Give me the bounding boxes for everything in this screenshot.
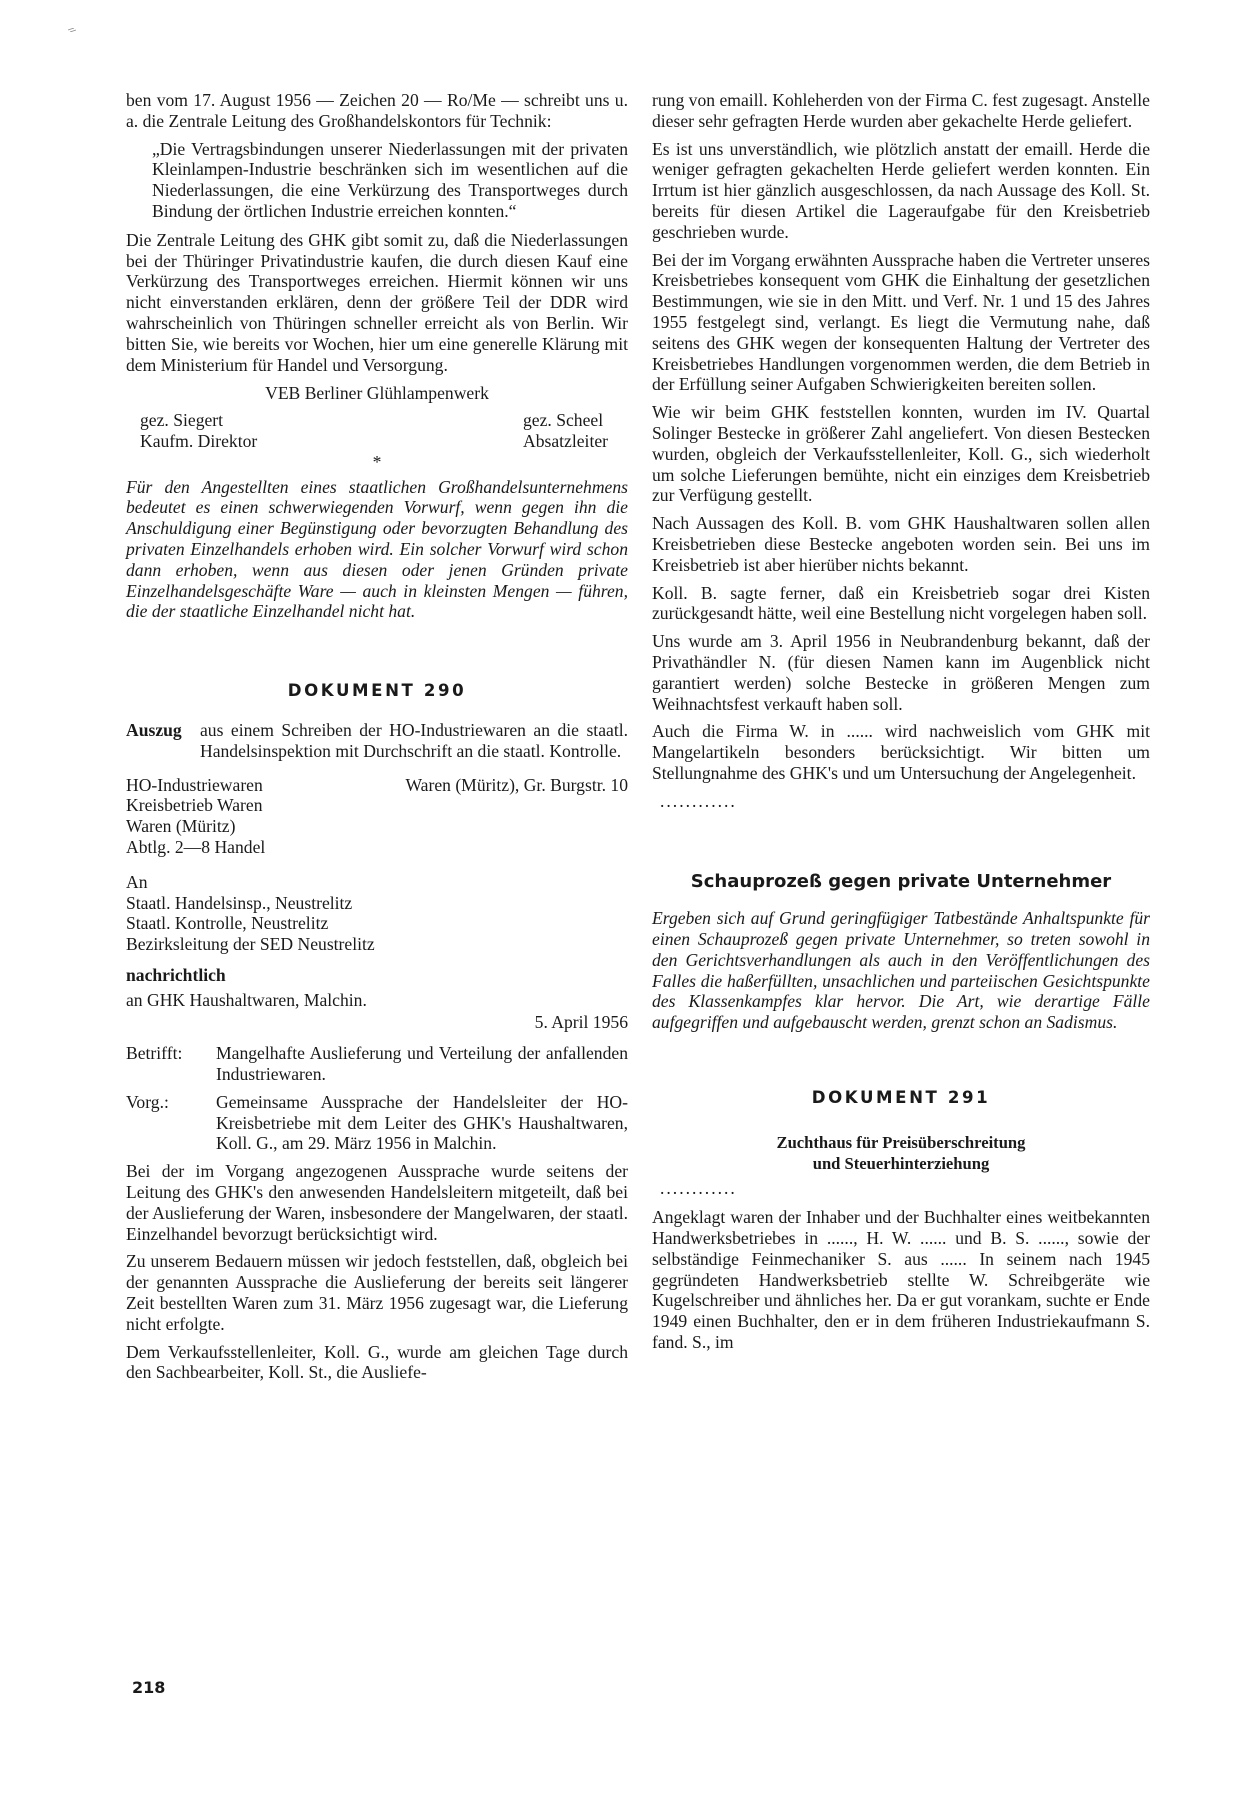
recipient-line: Bezirksleitung der SED Neustrelitz (126, 934, 375, 955)
cc-line: an GHK Haushaltwaren, Malchin. (126, 989, 367, 1010)
paragraph: Bei der im Vorgang angezogenen Aussprache wurde seitens der Leitung des GHK's den anwesenden Handelsleitern mitgeteilt, daß bei der Auslieferung der Waren, insbesondere der Mangelwaren, der staatl. Einzelhandel bevorzugt berücksichtigt wird. (126, 1161, 628, 1244)
signature-role: Kaufm. Direktor (140, 430, 258, 451)
signature-left (140, 410, 257, 452)
paragraph: Wie wir beim GHK feststellen konnten, wurden im IV. Quartal Solinger Bestecke in größerer Zahl angeliefert. Von diesen Bestecken wurden, obgleich der Verkaufsstellenleiter, Koll. G., sich wiederholt um solche Lieferungen bemühte, nicht ein einziges dem Kreisbetrieb zur Verfügung gestellt. (652, 402, 1150, 506)
sender-line: Kreisbetrieb Waren (126, 795, 263, 816)
ellipsis-dots: ............ (660, 1178, 737, 1199)
recipient-line: Staatl. Kontrolle, Neustrelitz (126, 913, 329, 934)
signature-name: gez. Siegert (140, 410, 224, 431)
paragraph: Nach Aussagen des Koll. B. vom GHK Haushaltwaren sollen allen Kreisbetrieben diese Bestecke angeboten worden sein. Bei uns im Kreisbetrieb ist aber hierüber nichts bekannt. (652, 513, 1150, 575)
paragraph: Dem Verkaufsstellenleiter, Koll. G., wurde am gleichen Tage durch den Sachbearbeiter, Koll. St., die Ausliefe- (126, 1341, 628, 1383)
recipient-label: An (126, 871, 148, 892)
reference-label: Vorg.: (126, 1091, 169, 1112)
signature-name: gez. Scheel (523, 410, 604, 431)
scan-mark (68, 28, 76, 32)
paragraph: Koll. B. sagte ferner, daß ein Kreisbetrieb sogar drei Kisten zurückgesandt hätte, weil eine Bestellung nicht vorgelegen haben soll. (652, 582, 1150, 624)
paragraph: Angeklagt waren der Inhaber und der Buchhalter eines weitbekannten Handwerksbetriebes in ......, H. W. ...... und B. S. ......, sowie der selbständige Feinmechaniker S. aus ...... In seinem nach 1945 gegründeten Handwerksbetrieb stellte W. Schreibgeräte wie Kugelschreiber und ähnliches her. Da er gut vorankam, suchte er Ende 1949 einen Buchhalter, den er in dem früheren Industriekaufmann S. fand. S., im (652, 1207, 1150, 1353)
paragraph: Bei der im Vorgang erwähnten Aussprache haben die Vertreter unseres Kreisbetriebes konsequent vom GHK die Einhaltung der gesetzlichen Bestimmungen, wie sie in den Mitt. und Verf. Nr. 1 und 15 des Jahres 1955 festgelegt sind, verlangt. Es liegt die Vermutung nahe, daß seitens des GHK wegen der konsequenten Haltung der Vertreter des Kreisbetriebes Handlungen vorgenommen werden, die dem Betrieb in der Erfüllung seiner Aufgaben Schwierigkeiten bereiten sollen. (652, 249, 1150, 395)
subject-text: Mangelhafte Auslieferung und Verteilung der anfallenden Industriewaren. (216, 1043, 628, 1085)
section-title: Schauprozeß gegen private Unternehmer (690, 870, 1112, 892)
separator-star: * (372, 451, 382, 472)
page-number: 218 (132, 1678, 166, 1697)
document-subtitle: und Steuerhinterziehung (812, 1153, 990, 1173)
paragraph: Zu unserem Bedauern müssen wir jedoch feststellen, daß, obgleich bei der genannten Aussprache die Auslieferung der bereits seit längerer Zeit bestellten Waren zum 31. März 1956 zugesagt war, die Lieferung nicht erfolgte. (126, 1251, 628, 1334)
signature-right (523, 410, 608, 452)
document-title: DOKUMENT 291 (811, 1088, 991, 1108)
left-column (126, 90, 628, 1390)
subject-label: Betrifft: (126, 1043, 183, 1064)
excerpt-label: Auszug (126, 719, 182, 740)
reference-row (126, 1092, 628, 1154)
paragraph: Auch die Firma W. in ...... wird nachweislich vom GHK mit Mangelartikeln besonders berücksichtigt. Wir bitten um Stellungnahme des GHK's und um Untersuchung der Angelegenheit. (652, 721, 1150, 783)
signature-company: VEB Berliner Glühlampenwerk (265, 383, 489, 404)
ellipsis-dots: ............ (660, 790, 737, 811)
letter-date: 5. April 1956 (534, 1012, 628, 1033)
document-subtitle: Zuchthaus für Preisüberschreitung (776, 1132, 1026, 1152)
commentary-paragraph: Für den Angestellten eines staatlichen Großhandelsunternehmens bedeutet es einen schwerwiegenden Vorwurf, wenn gegen ihn die Anschuldigung einer Begünstigung oder bevorzugten Behandlung des privaten Einzelhandels erhoben wird. Ein solcher Vorwurf wird schon dann erhoben, wenn aus diesen oder jenen Gründen private Einzelhandelsgeschäfte Ware — auch in kleinsten Mengen — führen, die der staatliche Einzelhandel nicht hat. (126, 476, 628, 622)
sender-block (126, 775, 628, 858)
sender-line: Waren (Müritz) (126, 816, 236, 837)
commentary-paragraph: Ergeben sich auf Grund geringfügiger Tatbestände Anhaltspunkte für einen Schauprozeß gegen private Unternehmer, so treten sowohl in den Gerichtsverhandlungen als auch in den Veröffentlichungen des Falles die haßerfüllten, unsachlichen und parteiischen Gesichtspunkte des Klassenkampfes klar hervor. Die Art, wie derartige Fälle aufgegriffen und aufgebauscht werden, grenzt schon an Sadismus. (652, 908, 1150, 1033)
sender-line: Abtlg. 2—8 Handel (126, 836, 266, 857)
subject-row (126, 1043, 628, 1085)
signature-role: Absatzleiter (523, 430, 608, 451)
paragraph: rung von emaill. Kohleherden von der Firma C. fest zugesagt. Anstelle dieser sehr gefragten Herde wurden aber gekachelte Herde geliefert. (652, 90, 1150, 131)
recipient-line: Staatl. Handelsinsp., Neustrelitz (126, 892, 353, 913)
document-title: DOKUMENT 290 (287, 681, 467, 701)
paragraph: Uns wurde am 3. April 1956 in Neubrandenburg bekannt, daß der Privathändler N. (für diesen Namen kann im Augenblick nicht garantiert werden) solche Bestecke in größeren Mengen zum Weihnachtsfest verkauft haben soll. (652, 631, 1150, 714)
paragraph: Die Zentrale Leitung des GHK gibt somit zu, daß die Niederlassungen bei der Thüringer Privatindustrie kaufen, die durch diesen Kauf eine Verkürzung des Transportweges erreichen. Hiermit können wir uns nicht einverstanden erklären, denn der größere Teil der DDR wird wahrscheinlich von Thüringen schneller erreicht als von Berlin. Wir bitten Sie, wie bereits vor Wochen, hier um eine generelle Klärung mit dem Ministerium für Handel und Versorgung. (126, 229, 628, 375)
excerpt-description: aus einem Schreiben der HO-Industriewaren an die staatl. Handelsinspektion mit Durchschrift an die staatl. Kontrolle. (200, 719, 628, 761)
intro-paragraph: ben vom 17. August 1956 — Zeichen 20 — Ro/Me — schreibt uns u. a. die Zentrale Leitung des Großhandelskontors für Technik: (126, 90, 628, 131)
sender-lines (126, 775, 265, 858)
paragraph: Es ist uns unverständlich, wie plötzlich anstatt der emaill. Herde die weniger gefragten gekachelten Herde geliefert werden konnten. Ein Irrtum ist hier gänzlich ausgeschlossen, da nach Aussage des Koll. St. bereits für diesen Artikel die Lageraufgabe für den Kreisbetrieb geschrieben wurde. (652, 138, 1150, 242)
excerpt-row (126, 720, 628, 762)
right-column (652, 90, 1150, 1360)
sender-line: HO-Industriewaren (126, 774, 263, 795)
sender-address: Waren (Müritz), Gr. Burgstr. 10 (405, 774, 628, 795)
quote-paragraph: „Die Vertragsbindungen unserer Niederlassungen mit der privaten Kleinlampen-Industrie beschränken sich im wesentlichen auf die Niederlassungen, die eine Verkürzung des Transportweges durch Bindung der örtlichen Industrie erreichen konnten.“ (152, 138, 628, 221)
reference-text: Gemeinsame Aussprache der Handelsleiter der HO-Kreisbetriebe mit dem Leiter des GHK's Haushaltwaren, Koll. G., am 29. März 1956 in Malchin. (216, 1091, 628, 1154)
cc-label: nachrichtlich (126, 964, 226, 985)
signature-block (126, 410, 628, 452)
recipient-block (126, 872, 628, 955)
